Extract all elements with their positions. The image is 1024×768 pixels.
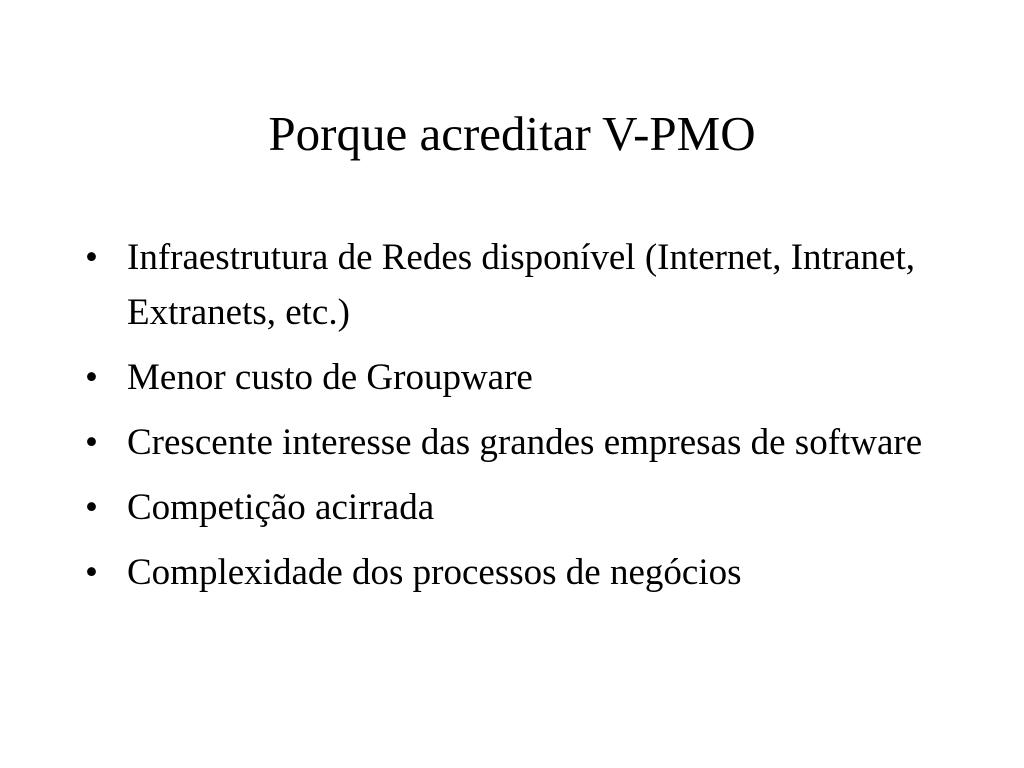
bullet-list bbox=[85, 230, 965, 610]
bullet-item-interesse bbox=[85, 415, 965, 470]
bullet-text: Complexidade dos processos de negócios bbox=[127, 552, 742, 593]
bullet-text: Infraestrutura de Redes disponível (Internet, Intranet, Extranets, etc.) bbox=[127, 237, 916, 333]
bullet-item-groupware bbox=[85, 350, 965, 405]
bullet-icon: • bbox=[85, 552, 98, 593]
bullet-item-complexidade bbox=[85, 545, 965, 600]
bullet-text: Crescente interesse das grandes empresas de software bbox=[127, 422, 923, 463]
bullet-item-infraestrutura bbox=[85, 230, 965, 340]
bullet-icon: • bbox=[85, 487, 98, 528]
bullet-text: Menor custo de Groupware bbox=[127, 357, 533, 398]
slide-title: Porque acreditar V-PMO bbox=[268, 106, 756, 161]
bullet-item-competicao bbox=[85, 480, 965, 535]
bullet-text: Competição acirrada bbox=[127, 487, 435, 528]
bullet-icon: • bbox=[85, 237, 98, 278]
bullet-icon: • bbox=[85, 422, 98, 463]
bullet-icon: • bbox=[85, 357, 98, 398]
